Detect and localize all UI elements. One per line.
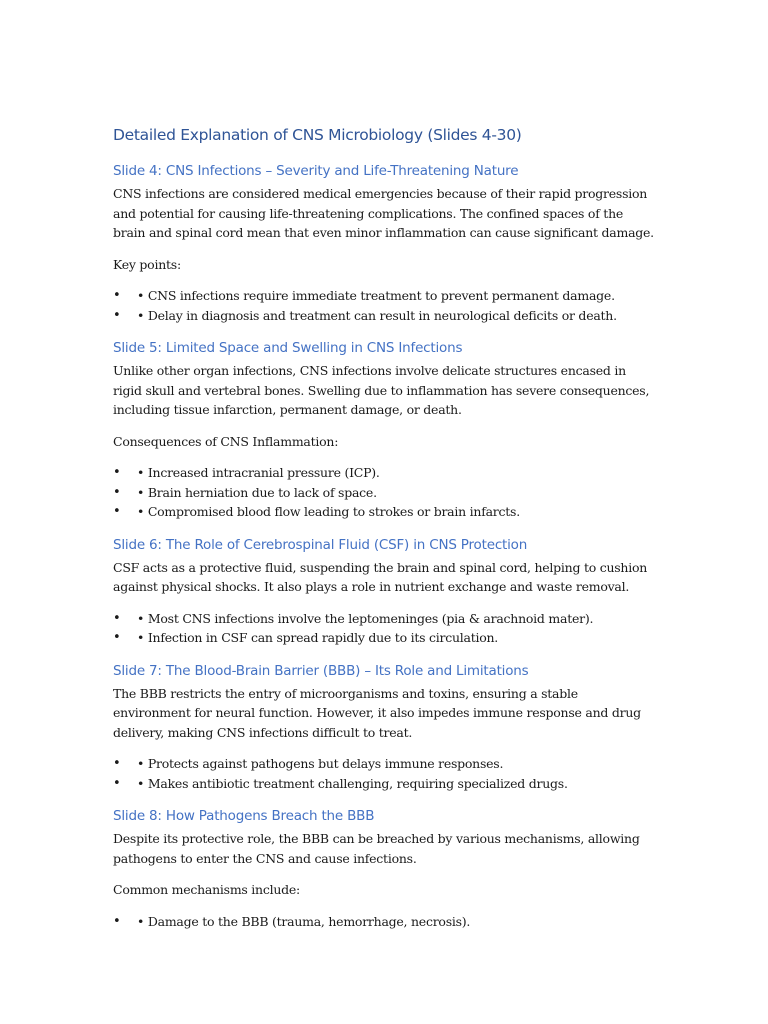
bullet-list bbox=[113, 609, 658, 648]
section-heading: Slide 6: The Role of Cerebrospinal Fluid (CSF) in CNS Protection bbox=[113, 536, 528, 553]
section-subheading: Key points: bbox=[113, 256, 181, 272]
section-heading: Slide 8: How Pathogens Breach the BBB bbox=[113, 808, 375, 824]
list-item bbox=[113, 912, 658, 932]
list-item bbox=[113, 483, 658, 503]
section-paragraph: Despite its protective role, the BBB can be breached by various mechanisms, allowing pathogens to enter the CNS and cause infections. bbox=[113, 831, 640, 866]
bullet-list bbox=[113, 286, 658, 325]
bullet-icon: • bbox=[113, 288, 121, 303]
section-slide-8 bbox=[113, 805, 658, 931]
list-item-text: • Makes antibiotic treatment challenging, requiring specialized drugs. bbox=[137, 775, 568, 791]
list-item-text: • Infection in CSF can spread rapidly due to its circulation. bbox=[137, 630, 499, 645]
list-item bbox=[113, 754, 658, 774]
section-paragraph: CSF acts as a protective fluid, suspending the brain and spinal cord, helping to cushion against physical shocks. It also plays a role in nutrient exchange and waste removal. bbox=[113, 559, 648, 594]
bullet-icon: • bbox=[113, 307, 121, 323]
bullet-icon: • bbox=[113, 504, 121, 519]
section-subheading: Common mechanisms include: bbox=[113, 882, 301, 897]
list-item-text: • Increased intracranial pressure (ICP). bbox=[137, 465, 380, 480]
list-item bbox=[113, 286, 658, 306]
list-item bbox=[113, 628, 658, 648]
bullet-list bbox=[113, 754, 658, 793]
bullet-icon: • bbox=[113, 484, 121, 500]
section-heading: Slide 4: CNS Infections – Severity and Life-Threatening Nature bbox=[113, 163, 519, 179]
bullet-icon: • bbox=[113, 756, 121, 771]
list-item-text: • Compromised blood flow leading to strokes or brain infarcts. bbox=[137, 504, 520, 519]
bullet-icon: • bbox=[113, 775, 121, 791]
document-title: Detailed Explanation of CNS Microbiology (Slides 4-30) bbox=[113, 126, 522, 144]
list-item bbox=[113, 502, 658, 522]
section-heading: Slide 5: Limited Space and Swelling in CNS Infections bbox=[113, 340, 463, 356]
section-slide-4 bbox=[113, 160, 658, 325]
section-slide-7 bbox=[113, 660, 658, 794]
section-heading: Slide 7: The Blood-Brain Barrier (BBB) – Its Role and Limitations bbox=[113, 662, 529, 679]
section-slide-6 bbox=[113, 534, 658, 648]
bullet-icon: • bbox=[113, 610, 121, 626]
bullet-icon: • bbox=[113, 630, 121, 645]
list-item bbox=[113, 463, 658, 483]
list-item-text: • Delay in diagnosis and treatment can result in neurological deficits or death. bbox=[137, 307, 617, 323]
section-paragraph: Unlike other organ infections, CNS infections involve delicate structures encased in rigid skull and vertebral bones. Swelling due to inflammation has severe consequences, including tissue infarction, permanent damage, or death. bbox=[113, 363, 650, 417]
bullet-icon: • bbox=[113, 913, 121, 929]
list-item-text: • Damage to the BBB (trauma, hemorrhage, necrosis). bbox=[137, 913, 471, 929]
document-page bbox=[113, 122, 658, 943]
list-item-text: • Protects against pathogens but delays immune responses. bbox=[137, 756, 504, 771]
bullet-icon: • bbox=[113, 465, 121, 480]
bullet-list bbox=[113, 912, 658, 932]
list-item-text: • CNS infections require immediate treatment to prevent permanent damage. bbox=[137, 288, 615, 303]
list-item bbox=[113, 306, 658, 326]
section-subheading: Consequences of CNS Inflammation: bbox=[113, 433, 339, 449]
list-item bbox=[113, 609, 658, 629]
section-paragraph: The BBB restricts the entry of microorganisms and toxins, ensuring a stable environment for neural function. However, it also impedes immune response and drug delivery, making CNS infections difficult to treat. bbox=[113, 685, 641, 740]
list-item bbox=[113, 774, 658, 794]
bullet-list bbox=[113, 463, 658, 522]
section-slide-5 bbox=[113, 337, 658, 522]
list-item-text: • Brain herniation due to lack of space. bbox=[137, 484, 377, 500]
list-item-text: • Most CNS infections involve the leptomeninges (pia & arachnoid mater). bbox=[137, 610, 594, 626]
section-paragraph: CNS infections are considered medical emergencies because of their rapid progression and potential for causing life-threatening complications. The confined spaces of the brain and spinal cord mean that even minor inflammation can cause significant damage. bbox=[113, 186, 654, 240]
